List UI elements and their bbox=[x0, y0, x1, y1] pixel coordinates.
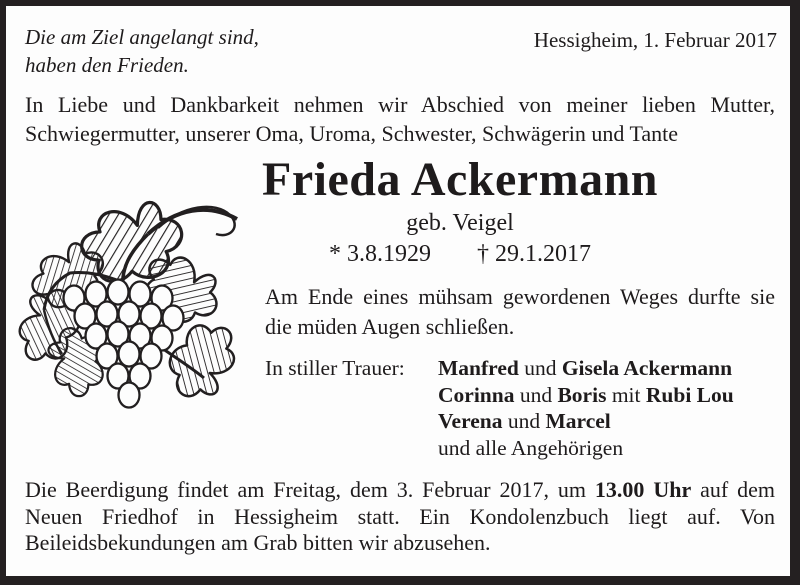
grapevine-illustration bbox=[8, 186, 240, 434]
intro-paragraph: In Liebe und Dankbarkeit nehmen wir Abschied von meiner lieben Mutter, Schwiegermutter, unserer Oma, Uroma, Schwester, Schwägerin und Tante bbox=[25, 92, 775, 146]
eulogy-paragraph: Am Ende eines mühsam gewordenen Weges durfte sie die müden Augen schließen. bbox=[265, 284, 775, 339]
mourners-label: In stiller Trauer: bbox=[265, 356, 405, 380]
notice-page bbox=[6, 6, 790, 576]
mourner-line: Manfred und Gisela Ackermann bbox=[438, 356, 733, 380]
epigraph bbox=[25, 23, 259, 79]
deceased-name: Frieda Ackermann bbox=[262, 153, 658, 206]
dateline: Hessigheim, 1. Februar 2017 bbox=[533, 28, 777, 52]
birth-date: * 3.8.1929 bbox=[329, 241, 431, 267]
mourner-line: Verena und Marcel bbox=[438, 409, 611, 433]
life-dates bbox=[260, 238, 660, 270]
funeral-notice-paragraph: Die Beerdigung findet am Freitag, dem 3. Februar 2017, um 13.00 Uhr auf dem Neuen Friedhof in Hessigheim statt. Ein Kondolenzbuch liegt auf. Von Beileidsbekundungen am Grab bitten wir abzusehen. bbox=[25, 477, 776, 555]
deceased-headline bbox=[260, 152, 660, 270]
mourners-section bbox=[265, 355, 783, 461]
mourner-line: und alle Angehörigen bbox=[438, 435, 624, 460]
mourner-line: Corinna und Boris mit Rubi Lou bbox=[438, 382, 734, 407]
maiden-name: geb. Veigel bbox=[406, 210, 514, 236]
epigraph-line2: haben den Frieden. bbox=[25, 53, 189, 77]
death-date: † 29.1.2017 bbox=[477, 241, 591, 267]
mourners-names bbox=[438, 355, 783, 461]
epigraph-line1: Die am Ziel angelangt sind, bbox=[25, 25, 259, 49]
